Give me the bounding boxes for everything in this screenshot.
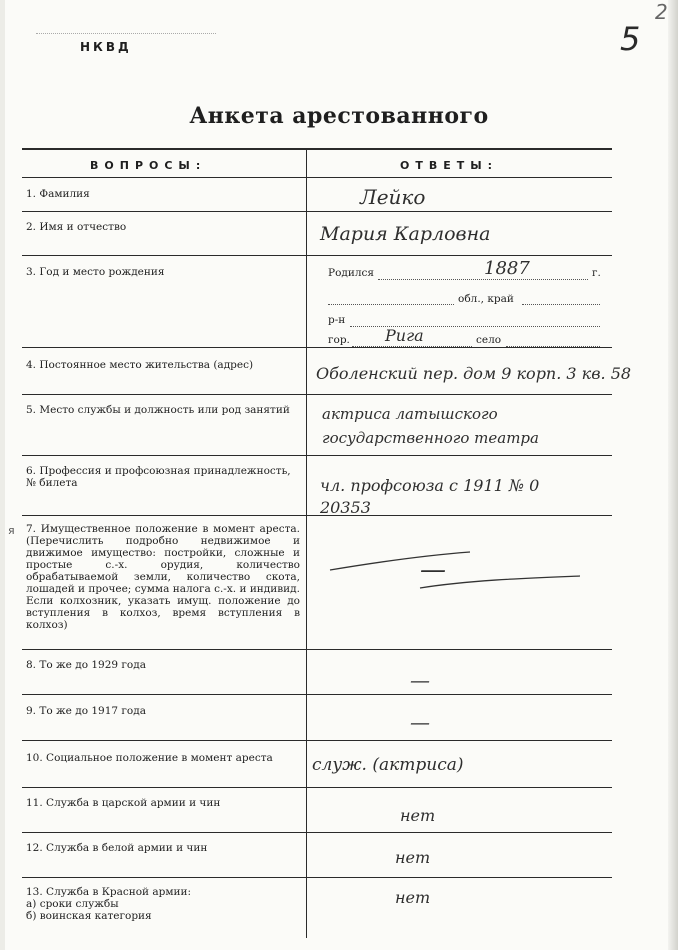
question-1: 1. Фамилия — [26, 188, 90, 200]
answer-6: чл. профсоюза с 1911 № 0 20353 — [320, 476, 540, 517]
answer-5: актриса латышского государственного театра — [322, 405, 539, 447]
question-11: 11. Служба в царской армии и чин — [26, 797, 221, 809]
answer-birth-year: 1887 — [484, 258, 530, 279]
question-3: 3. Год и место рождения — [26, 266, 165, 278]
question-8: 8. То же до 1929 года — [26, 659, 146, 671]
born-dotted-line — [378, 279, 588, 280]
row-divider — [22, 211, 612, 212]
answer-2: Мария Карловна — [320, 223, 491, 245]
column-divider — [306, 148, 307, 938]
village-label: село — [476, 334, 502, 346]
row-divider — [22, 787, 612, 788]
answer-10: служ. (актриса) — [312, 755, 464, 775]
region-label: обл., край — [458, 293, 514, 305]
row-divider — [22, 347, 612, 348]
answer-1: Лейко — [360, 185, 426, 209]
question-4: 4. Постоянное место жительства (адрес) — [26, 359, 254, 371]
header-divider — [22, 177, 612, 178]
answer-8: — — [410, 668, 430, 692]
question-5: 5. Место службы и должность или род занятий — [26, 404, 290, 416]
answer-12: нет — [395, 848, 431, 867]
city-label: гор. — [328, 334, 350, 346]
answer-11: нет — [400, 806, 436, 825]
born-label: Родился — [328, 267, 375, 279]
row-divider — [22, 255, 612, 256]
question-13-subitem-a: а) сроки службы — [26, 898, 119, 910]
question-2: 2. Имя и отчество — [26, 221, 127, 233]
page-left-edge — [0, 0, 5, 950]
agency-dotted-line — [36, 33, 216, 34]
question-13: 13. Служба в Красной армии: — [26, 886, 192, 898]
city-dotted-line — [352, 346, 472, 347]
district-label: р-н — [328, 314, 346, 326]
row-divider — [22, 740, 612, 741]
question-13-subitem-b: б) воинская категория — [26, 910, 152, 922]
page-right-edge — [668, 0, 678, 950]
answer-birth-city: Рига — [385, 326, 424, 345]
answer-13: нет — [395, 888, 431, 907]
answer-4: Оболенский пер. дом 9 корп. 3 кв. 58 — [316, 364, 632, 383]
agency-label: НКВД — [80, 40, 132, 54]
region-dotted-line-2 — [522, 304, 600, 305]
row-divider — [22, 394, 612, 395]
questions-header: ВОПРОСЫ: — [90, 159, 207, 172]
table-top-border — [22, 148, 612, 150]
question-6: 6. Профессия и профсоюзная принадлежность, № билета — [26, 465, 291, 489]
question-10: 10. Социальное положение в момент ареста — [26, 752, 273, 764]
answer-7: — — [420, 555, 446, 585]
row-divider — [22, 694, 612, 695]
margin-mark: я — [8, 524, 15, 537]
page-number-small: 2 — [655, 0, 668, 24]
handwritten-dash-mark — [310, 530, 610, 610]
row-divider — [22, 649, 612, 650]
page-number: 5 — [620, 20, 641, 58]
answers-header: ОТВЕТЫ: — [400, 159, 499, 172]
row-divider — [22, 877, 612, 878]
village-dotted-line — [506, 346, 600, 347]
page-title: Анкета арестованного — [189, 103, 489, 129]
year-suffix-label: г. — [592, 267, 601, 279]
row-divider — [22, 832, 612, 833]
question-12: 12. Служба в белой армии и чин — [26, 842, 208, 854]
question-9: 9. То же до 1917 года — [26, 705, 146, 717]
region-dotted-line — [328, 304, 454, 305]
answer-9: — — [410, 710, 430, 734]
row-divider — [22, 455, 612, 456]
question-7: 7. Имущественное положение в момент ареста. (Перечислить подробно недвижимое и движимое имущество: постройки, сложные и простые с.-х. орудия, количество обрабатываемой земли, количество скота, лошадей и прочее; сумма налога с.-х. и индивид. Если колхозник, указать имущ. положение до вступления в колхоз, время вступления в колхоз) — [26, 523, 300, 631]
